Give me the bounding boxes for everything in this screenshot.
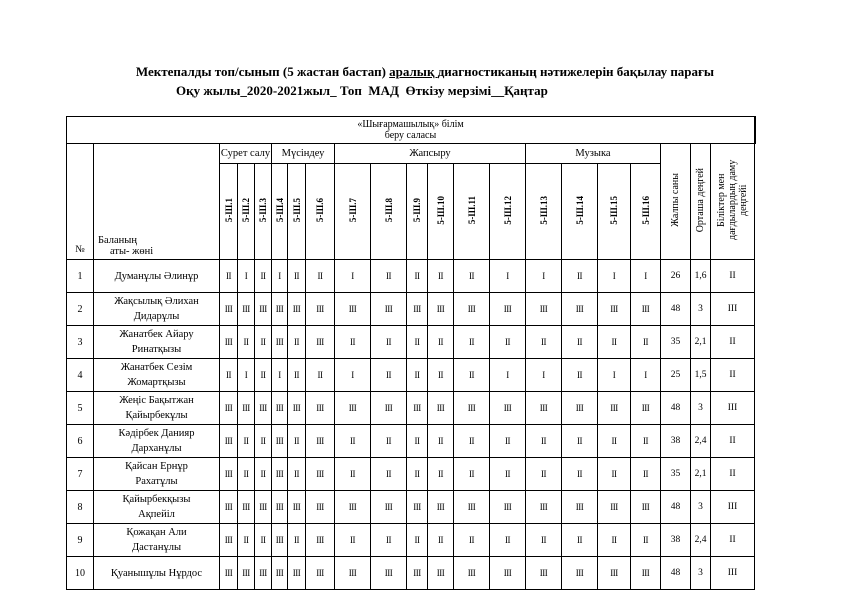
score-cell: II (562, 359, 598, 392)
row-number: 2 (67, 293, 94, 326)
level-cell: II (711, 359, 755, 392)
score-cell: II (428, 524, 454, 557)
child-name (94, 359, 220, 392)
skill-header (598, 164, 631, 260)
group-drawing: Сурет салу (220, 144, 272, 164)
score-cell: II (407, 326, 428, 359)
score-cell: III (255, 557, 272, 590)
skill-label: 5-Ш.12 (502, 195, 513, 225)
total-cell: 48 (661, 293, 691, 326)
score-cell: III (335, 491, 371, 524)
child-name (94, 524, 220, 557)
score-cell: II (220, 260, 238, 293)
row-number: 6 (67, 425, 94, 458)
average-cell: 3 (691, 293, 711, 326)
score-cell: III (598, 557, 631, 590)
score-cell: III (562, 392, 598, 425)
skill-header (454, 164, 490, 260)
score-cell: III (306, 557, 335, 590)
group-sculpting: Мүсіндеу (272, 144, 335, 164)
score-cell: I (272, 359, 288, 392)
score-cell: I (238, 260, 255, 293)
average-cell: 3 (691, 491, 711, 524)
row-number: 1 (67, 260, 94, 293)
score-cell: I (598, 359, 631, 392)
title-part-3: диагностиканың нәтижелерін бақылау парағы (437, 64, 715, 79)
score-cell: II (288, 425, 306, 458)
score-cell: III (454, 557, 490, 590)
score-cell: II (631, 458, 661, 491)
skill-label: 5-Ш.13 (538, 195, 549, 225)
skill-label: 5-Ш.15 (609, 195, 619, 225)
score-cell: III (335, 392, 371, 425)
score-cell: III (454, 392, 490, 425)
average-cell: 2,1 (691, 326, 711, 359)
score-cell: II (407, 260, 428, 293)
score-cell: II (288, 359, 306, 392)
score-cell: III (562, 491, 598, 524)
score-cell: III (272, 392, 288, 425)
score-cell: III (490, 491, 526, 524)
score-cell: II (288, 326, 306, 359)
skill-header (255, 164, 272, 260)
skill-header (490, 164, 526, 260)
score-cell: III (631, 392, 661, 425)
average-cell: 3 (691, 557, 711, 590)
score-cell: III (454, 491, 490, 524)
level-cell: II (711, 425, 755, 458)
child-name (94, 392, 220, 425)
score-cell: III (371, 392, 407, 425)
score-cell: II (407, 458, 428, 491)
score-cell: II (255, 260, 272, 293)
score-cell: II (490, 458, 526, 491)
table-row (67, 392, 756, 425)
score-cell: II (371, 359, 407, 392)
score-cell: III (220, 557, 238, 590)
score-cell: II (407, 425, 428, 458)
area-title-line2: беру саласы (384, 130, 437, 141)
score-cell: II (306, 260, 335, 293)
score-cell: II (454, 425, 490, 458)
score-cell: II (562, 326, 598, 359)
score-cell: II (562, 425, 598, 458)
skill-label: 5-Ш.7 (347, 197, 358, 223)
child-name (94, 326, 220, 359)
skill-label: 5-Ш.14 (574, 195, 585, 225)
total-cell: 48 (661, 557, 691, 590)
level-cell: III (711, 293, 755, 326)
score-cell: II (598, 425, 631, 458)
score-cell: III (562, 293, 598, 326)
average-cell: 2,4 (691, 524, 711, 557)
score-cell: I (238, 359, 255, 392)
skill-header (306, 164, 335, 260)
score-cell: III (306, 524, 335, 557)
total-header-label: Жалпы саны (670, 173, 681, 227)
skill-label: 5-Ш.9 (412, 197, 422, 223)
score-cell: I (490, 260, 526, 293)
title-part-1: Мектепалды топ/сынып (5 жастан бастап) (135, 64, 390, 79)
score-cell: III (272, 557, 288, 590)
name-header (94, 144, 220, 260)
row-number: 4 (67, 359, 94, 392)
score-cell: III (238, 557, 255, 590)
table-row (67, 326, 756, 359)
name-header-line1: Баланың (98, 235, 137, 246)
score-cell: II (238, 326, 255, 359)
score-cell: III (428, 491, 454, 524)
score-cell: II (454, 326, 490, 359)
score-cell: III (288, 557, 306, 590)
score-cell: II (454, 359, 490, 392)
skill-header (562, 164, 598, 260)
score-cell: III (407, 293, 428, 326)
skill-header (288, 164, 306, 260)
score-cell: II (335, 326, 371, 359)
score-cell: III (288, 491, 306, 524)
score-cell: II (454, 458, 490, 491)
score-cell: III (371, 557, 407, 590)
skill-header (631, 164, 661, 260)
skill-label: 5-Ш.5 (291, 197, 302, 223)
child-name-line1: Қайсан Ернұр (125, 461, 188, 472)
title-part-2: аралық (389, 64, 438, 79)
total-cell: 26 (661, 260, 691, 293)
score-cell: III (526, 557, 562, 590)
skill-label: 5-Ш.6 (315, 197, 325, 223)
child-name-line2: Дарханұлы (131, 443, 182, 454)
score-cell: III (631, 557, 661, 590)
score-cell: III (371, 491, 407, 524)
score-cell: II (490, 524, 526, 557)
table-row (67, 524, 756, 557)
score-cell: II (454, 524, 490, 557)
score-cell: III (490, 392, 526, 425)
average-cell: 2,1 (691, 458, 711, 491)
total-header (661, 144, 691, 260)
score-cell: I (272, 260, 288, 293)
total-cell: 48 (661, 392, 691, 425)
score-cell: II (631, 326, 661, 359)
score-cell: II (371, 524, 407, 557)
score-cell: II (428, 359, 454, 392)
skill-header (238, 164, 255, 260)
score-cell: II (598, 524, 631, 557)
score-cell: III (526, 491, 562, 524)
score-cell: II (598, 326, 631, 359)
score-cell: III (526, 392, 562, 425)
score-cell: II (526, 425, 562, 458)
level-cell: III (711, 557, 755, 590)
skill-header (371, 164, 407, 260)
score-cell: III (288, 293, 306, 326)
group-music: Музыка (526, 144, 661, 164)
score-cell: III (272, 425, 288, 458)
child-name-line1: Кәдірбек Данияр (118, 428, 195, 439)
score-cell: II (526, 524, 562, 557)
score-cell: II (562, 458, 598, 491)
score-cell: II (562, 524, 598, 557)
level-header-label: Біліктер мен дағдылардың даму деңгейі (716, 159, 749, 241)
score-cell: II (562, 260, 598, 293)
score-cell: III (220, 491, 238, 524)
child-name-line1: Жеңіс Бақытжан (119, 395, 194, 406)
child-name-line1: Думанұлы Әлинұр (114, 270, 199, 282)
table-row (67, 260, 756, 293)
skill-label: 5-Ш.2 (241, 197, 251, 223)
score-cell: III (220, 326, 238, 359)
score-cell: III (407, 491, 428, 524)
score-cell: II (428, 458, 454, 491)
score-cell: II (255, 425, 272, 458)
score-cell: III (335, 557, 371, 590)
skill-header (335, 164, 371, 260)
table-row (67, 359, 756, 392)
score-cell: II (526, 458, 562, 491)
row-number: 9 (67, 524, 94, 557)
level-cell: II (711, 458, 755, 491)
skill-label: 5-Ш.1 (223, 197, 234, 223)
score-cell: III (526, 293, 562, 326)
skill-header (272, 164, 288, 260)
child-name (94, 425, 220, 458)
score-cell: II (526, 326, 562, 359)
child-name-line1: Қуанышұлы Нұрдос (110, 567, 203, 579)
score-cell: III (306, 458, 335, 491)
average-cell: 1,5 (691, 359, 711, 392)
score-cell: III (220, 293, 238, 326)
child-name (94, 260, 220, 293)
score-cell: III (220, 425, 238, 458)
score-cell: I (631, 260, 661, 293)
score-cell: II (371, 458, 407, 491)
skill-header (526, 164, 562, 260)
score-cell: II (490, 326, 526, 359)
group-applique: Жапсыру (335, 144, 526, 164)
score-cell: III (490, 293, 526, 326)
score-cell: III (562, 557, 598, 590)
score-cell: III (238, 392, 255, 425)
child-name-line2: Дастанұлы (131, 542, 182, 553)
score-cell: III (598, 491, 631, 524)
score-cell: III (288, 392, 306, 425)
score-cell: III (272, 524, 288, 557)
score-cell: I (335, 260, 371, 293)
score-cell: III (255, 491, 272, 524)
score-cell: II (428, 425, 454, 458)
skill-header (220, 164, 238, 260)
child-name-line2: Ақпейіл (138, 509, 175, 520)
score-cell: III (272, 326, 288, 359)
score-cell: II (288, 260, 306, 293)
total-cell: 25 (661, 359, 691, 392)
total-cell: 48 (661, 491, 691, 524)
score-cell: III (428, 293, 454, 326)
child-name-line2: Ринатқызы (131, 344, 182, 355)
score-cell: III (598, 392, 631, 425)
row-number: 7 (67, 458, 94, 491)
child-name-line1: Қожақан Али (126, 527, 187, 538)
score-cell: III (238, 293, 255, 326)
score-cell: II (454, 260, 490, 293)
score-cell: II (631, 524, 661, 557)
skill-label: 5-Ш.4 (274, 197, 285, 223)
diagnostics-table (66, 116, 756, 590)
score-cell: III (306, 491, 335, 524)
score-cell: III (220, 392, 238, 425)
score-cell: III (220, 524, 238, 557)
score-cell: I (526, 260, 562, 293)
score-cell: III (428, 392, 454, 425)
score-cell: II (371, 425, 407, 458)
table-row (67, 293, 756, 326)
level-cell: II (711, 326, 755, 359)
score-cell: III (306, 392, 335, 425)
table-row (67, 425, 756, 458)
sheet-title (0, 64, 850, 80)
score-cell: III (631, 491, 661, 524)
average-header (691, 144, 711, 260)
score-cell: III (272, 458, 288, 491)
score-cell: II (255, 458, 272, 491)
score-cell: II (335, 524, 371, 557)
child-name-line1: Жақсылық Әлихан (114, 296, 199, 307)
score-cell: II (407, 359, 428, 392)
score-cell: III (454, 293, 490, 326)
score-cell: II (288, 458, 306, 491)
score-cell: II (631, 425, 661, 458)
score-cell: II (490, 425, 526, 458)
row-number: 5 (67, 392, 94, 425)
score-cell: II (371, 326, 407, 359)
skill-label: 5-Ш.8 (383, 197, 394, 223)
skill-label: 5-Ш.11 (466, 195, 477, 225)
level-cell: III (711, 392, 755, 425)
level-cell: II (711, 524, 755, 557)
level-header (711, 144, 755, 260)
score-cell: II (255, 524, 272, 557)
score-cell: III (490, 557, 526, 590)
score-cell: II (255, 326, 272, 359)
level-cell: III (711, 491, 755, 524)
total-cell: 38 (661, 524, 691, 557)
child-name-line1: Жанатбек Айару (119, 329, 194, 340)
area-title-cell (67, 117, 755, 144)
child-name (94, 557, 220, 590)
sheet-subtitle: Оқу жылы_2020-2021жыл_ Топ МАД Өткізу мерзімі__Қаңтар (176, 83, 548, 98)
score-cell: III (371, 293, 407, 326)
score-cell: II (238, 524, 255, 557)
score-cell: I (631, 359, 661, 392)
score-cell: III (407, 392, 428, 425)
row-number: 10 (67, 557, 94, 590)
average-cell: 1,6 (691, 260, 711, 293)
score-cell: III (255, 293, 272, 326)
area-title-line1: «Шығармашылық» білім (357, 119, 464, 130)
score-cell: II (306, 359, 335, 392)
score-cell: II (598, 458, 631, 491)
child-name-line2: Қайырбекұлы (125, 410, 188, 421)
score-cell: II (371, 260, 407, 293)
score-cell: III (306, 326, 335, 359)
level-cell: II (711, 260, 755, 293)
score-cell: III (220, 458, 238, 491)
number-header: № (67, 144, 94, 260)
score-cell: III (306, 425, 335, 458)
row-number: 3 (67, 326, 94, 359)
score-cell: I (490, 359, 526, 392)
row-number: 8 (67, 491, 94, 524)
child-name-line2: Рахатұлы (135, 476, 178, 487)
score-cell: III (272, 491, 288, 524)
total-cell: 35 (661, 458, 691, 491)
average-header-label: Орташа деңгей (695, 167, 706, 233)
skill-label: 5-Ш.10 (435, 195, 446, 225)
score-cell: I (526, 359, 562, 392)
total-cell: 38 (661, 425, 691, 458)
score-cell: III (407, 557, 428, 590)
score-cell: III (598, 293, 631, 326)
child-name-line1: Қайырбекқызы (122, 494, 191, 505)
child-name-line1: Жанатбек Сезім (120, 362, 193, 373)
table-row (67, 458, 756, 491)
score-cell: I (335, 359, 371, 392)
skill-label: 5-Ш.16 (640, 195, 651, 225)
score-cell: II (238, 425, 255, 458)
score-cell: III (272, 293, 288, 326)
average-cell: 3 (691, 392, 711, 425)
table-row (67, 491, 756, 524)
total-cell: 35 (661, 326, 691, 359)
name-header-line2: аты- жөні (110, 246, 154, 257)
child-name (94, 293, 220, 326)
score-cell: III (335, 293, 371, 326)
score-cell: II (335, 458, 371, 491)
score-cell: II (428, 326, 454, 359)
skill-header (407, 164, 428, 260)
skill-header (428, 164, 454, 260)
score-cell: III (428, 557, 454, 590)
score-cell: II (255, 359, 272, 392)
score-cell: III (238, 491, 255, 524)
average-cell: 2,4 (691, 425, 711, 458)
score-cell: II (428, 260, 454, 293)
score-cell: II (220, 359, 238, 392)
score-cell: III (306, 293, 335, 326)
score-cell: II (288, 524, 306, 557)
score-cell: III (255, 392, 272, 425)
score-cell: I (598, 260, 631, 293)
score-cell: II (335, 425, 371, 458)
score-cell: II (407, 524, 428, 557)
child-name-line2: Дидарұлы (133, 311, 180, 322)
skill-label: 5-Ш.3 (258, 197, 268, 223)
child-name (94, 491, 220, 524)
child-name (94, 458, 220, 491)
table-row (67, 557, 756, 590)
score-cell: II (238, 458, 255, 491)
child-name-line2: Жомартқызы (127, 377, 186, 388)
score-cell: III (631, 293, 661, 326)
